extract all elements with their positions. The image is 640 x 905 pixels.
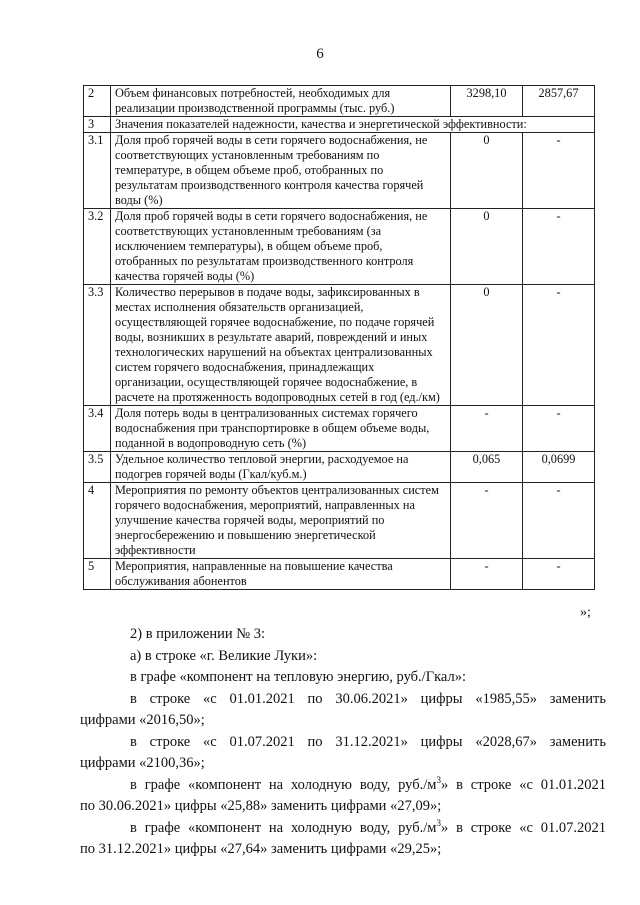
paragraph-line-1b: цифрами «2016,50»; [80,712,205,728]
paragraph-water-1b: по 30.06.2021» цифры «25,88» заменить цифрами «27,09»; [80,798,442,814]
row-number: 3 [84,117,111,133]
paragraph-appendix: 2) в приложении № 3: [130,626,265,642]
row-description: Доля проб горячей воды в сети горячего водоснабжения, не соответствующих установленным требованиям (за исключением температуры), в общем объеме проб, отобранных по результатам производственного контроля качества горячей воды (%) [111,209,451,285]
row-number: 3.4 [84,406,111,452]
row-number: 5 [84,559,111,590]
row-description: Доля проб горячей воды в сети горячего водоснабжения, не соответствующих установленным требованиям по температуре, в общем объеме проб, отобранных по результатам производственного контроля качества горячей воды (%) [111,133,451,209]
amendment-text [80,624,607,861]
paragraph-water-1a: в графе «компонент на холодную воду, $руб./м^3$» в строке «с 01.01.2021 [130,774,607,793]
row-value-2: - [523,285,595,406]
table-row [84,86,595,117]
table-row [84,452,595,483]
row-description: Удельное количество тепловой энергии, расходуемое на подогрев горячей воды (Гкал/куб.м.) [111,452,451,483]
row-number: 4 [84,483,111,559]
table-row [84,209,595,285]
row-value-1: - [451,559,523,590]
paragraph-water-2a: в графе «компонент на холодную воду, $руб./м^3$» в строке «с 01.07.2021 [130,817,607,836]
paragraph-line-1a: в строке «с 01.01.2021 по 30.06.2021» цифры «1985,55» заменить [130,690,606,707]
table-row [84,483,595,559]
paragraph-line-2a: в строке «с 01.07.2021 по 31.12.2021» цифры «2028,67» заменить [130,733,606,750]
paragraph-water-2b: по 31.12.2021» цифры «27,64» заменить цифрами «29,25»; [80,841,442,857]
paragraph-heat-column: в графе «компонент на тепловую энергию, руб./Гкал»: [130,669,466,685]
row-number: 3.3 [84,285,111,406]
row-value-2: - [523,406,595,452]
row-value-1: - [451,406,523,452]
row-description: Объем финансовых потребностей, необходимых для реализации производственной программы (тыс. руб.) [111,86,451,117]
table-row [84,117,595,133]
paragraph-city: а) в строке «г. Великие Луки»: [130,647,318,664]
row-value-1: 3298,10 [451,86,523,117]
row-value-2: - [523,133,595,209]
row-value-1: 0 [451,133,523,209]
row-value-2: - [523,483,595,559]
table-row [84,133,595,209]
row-value-2: 2857,67 [523,86,595,117]
row-description: Мероприятия, направленные на повышение качества обслуживания абонентов [111,559,451,590]
row-value-1: 0,065 [451,452,523,483]
table-row [84,285,595,406]
closing-quote: »; [580,605,591,620]
row-number: 3.2 [84,209,111,285]
row-description: Мероприятия по ремонту объектов централизованных систем горячего водоснабжения, мероприятий, направленных на улучшение качества горячей воды, мероприятий по энергосбережению и повышению энергетической эффективности [111,483,451,559]
row-value-2: 0,0699 [523,452,595,483]
row-value-1: 0 [451,209,523,285]
row-description: Количество перерывов в подаче воды, зафиксированных в местах исполнения обязательств организацией, осуществляющей горячее водоснабжение, по подаче горячей воды, возникших в результате аварий, повреждений и иных технологических нарушений на объектах централизованных систем горячего водоснабжения, принадлежащих организации, осуществляющей горячее водоснабжение, в расчете на протяженность водопроводных сетей в год (ед./км) [111,285,451,406]
row-number: 3.5 [84,452,111,483]
table-row [84,559,595,590]
page-number: 6 [316,46,324,62]
indicators-table [83,85,595,590]
row-value-2: - [523,559,595,590]
row-value-1: 0 [451,285,523,406]
row-number: 3.1 [84,133,111,209]
row-value-1: - [451,483,523,559]
row-value-2: - [523,209,595,285]
row-description: Значения показателей надежности, качества и энергетической эффективности: [111,117,595,133]
row-number: 2 [84,86,111,117]
paragraph-line-2b: цифрами «2100,36»; [80,755,205,771]
table-row [84,406,595,452]
row-description: Доля потерь воды в централизованных системах горячего водоснабжения при транспортировке в общем объеме воды, поданной в водопроводную сеть (%) [111,406,451,452]
